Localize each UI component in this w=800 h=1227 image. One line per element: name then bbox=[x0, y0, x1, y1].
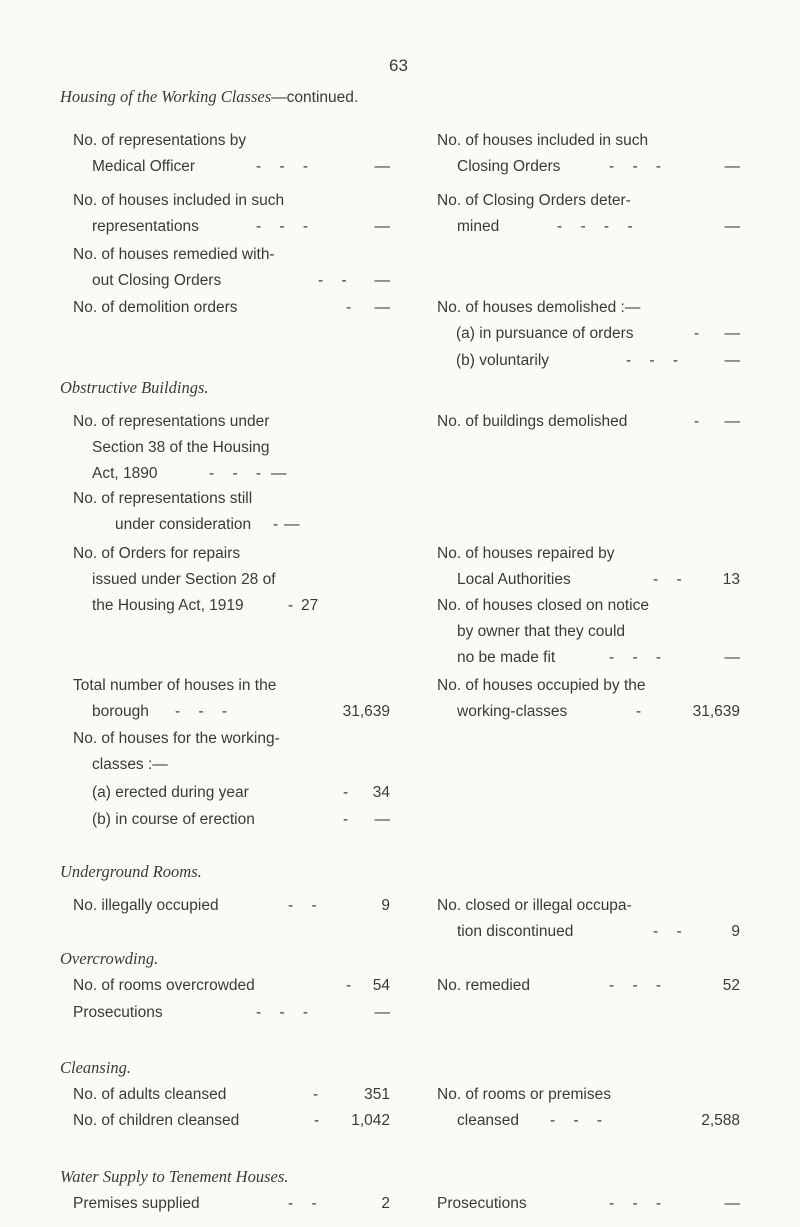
overcrowding-remedied-leader: - - - bbox=[609, 977, 669, 994]
section-heading bbox=[60, 87, 358, 108]
buildings-demolished-value: — bbox=[724, 413, 740, 430]
obs-orders-leader: - bbox=[288, 597, 301, 614]
rooms-cleansed-line-2: cleansed bbox=[457, 1112, 520, 1129]
houses-demolished: No. of houses demolished :— bbox=[437, 299, 641, 316]
reps-leader: - - - bbox=[256, 158, 316, 175]
obs-still-line-1: No. of representations still bbox=[73, 490, 253, 507]
obs-reps-leader: - - - bbox=[209, 465, 269, 482]
illegal-occupied: No. illegally occupied bbox=[73, 897, 219, 914]
overcrowding-remedied: No. remedied bbox=[437, 977, 531, 994]
premises-supplied-value: 2 bbox=[381, 1195, 390, 1212]
obstructive-heading: Obstructive Buildings. bbox=[60, 378, 209, 397]
closing-det-value: — bbox=[724, 218, 740, 235]
illegal-occupied-value: 9 bbox=[381, 897, 390, 914]
demolished-a-value: — bbox=[724, 325, 740, 342]
overcrowding-prosecutions-leader: - - - bbox=[256, 1004, 316, 1021]
closed-illegal-line-2: tion discontinued bbox=[457, 923, 574, 940]
closed-value: — bbox=[724, 649, 740, 666]
overcrowding-heading: Overcrowding. bbox=[60, 949, 159, 968]
demolished-b: (b) voluntarily bbox=[456, 352, 550, 369]
obs-orders-line-2: issued under Section 28 of bbox=[92, 571, 276, 588]
reps-line-2: Medical Officer bbox=[92, 158, 196, 175]
obs-orders-value: 27 bbox=[301, 597, 319, 614]
demolition-orders: No. of demolition orders bbox=[73, 299, 238, 316]
cleansing-heading: Cleansing. bbox=[60, 1058, 132, 1077]
reps-value: — bbox=[374, 158, 390, 175]
reps-line-1: No. of representations by bbox=[73, 132, 247, 149]
overcrowding-remedied-value: 52 bbox=[722, 977, 740, 994]
adults-cleansed-leader: - bbox=[313, 1086, 326, 1103]
buildings-demolished-leader: - bbox=[694, 413, 707, 430]
repaired-line-2: Local Authorities bbox=[457, 571, 571, 588]
obs-orders-line-3: the Housing Act, 1919 bbox=[92, 597, 244, 614]
repaired-leader: - - bbox=[653, 571, 689, 588]
rooms-overcrowded: No. of rooms overcrowded bbox=[73, 977, 255, 994]
water-prosecutions: Prosecutions bbox=[437, 1195, 527, 1212]
overcrowding-prosecutions: Prosecutions bbox=[73, 1004, 163, 1021]
occupied-leader: - bbox=[636, 703, 649, 720]
closed-line-1: No. of houses closed on notice bbox=[437, 597, 649, 614]
closing-det-line-2: mined bbox=[457, 218, 500, 235]
heading-title: Housing of the Working Classes bbox=[60, 87, 272, 106]
working-line-2: classes :— bbox=[92, 756, 168, 773]
inc-reps-leader: - - - bbox=[256, 218, 316, 235]
children-cleansed-value: 1,042 bbox=[351, 1112, 390, 1129]
heading-suffix: —continued. bbox=[271, 89, 359, 106]
rooms-cleansed-leader: - - - bbox=[550, 1112, 610, 1129]
working-b-leader: - bbox=[343, 811, 356, 828]
inc-closing-line-1: No. of houses included in such bbox=[437, 132, 649, 149]
children-cleansed-leader: - bbox=[314, 1112, 327, 1129]
repaired-value: 13 bbox=[722, 571, 740, 588]
obs-reps-line-1: No. of representations under bbox=[73, 413, 270, 430]
closed-illegal-leader: - - bbox=[653, 923, 689, 940]
rooms-cleansed-line-1: No. of rooms or premises bbox=[437, 1086, 611, 1103]
overcrowding-prosecutions-value: — bbox=[374, 1004, 390, 1021]
total-leader: - - - bbox=[175, 703, 235, 720]
illegal-occupied-leader: - - bbox=[288, 897, 324, 914]
underground-heading: Underground Rooms. bbox=[60, 862, 202, 881]
children-cleansed: No. of children cleansed bbox=[73, 1112, 240, 1129]
obs-reps-line-2: Section 38 of the Housing bbox=[92, 439, 270, 456]
rooms-cleansed-value: 2,588 bbox=[701, 1112, 740, 1129]
page-number: 63 bbox=[389, 56, 408, 75]
working-line-1: No. of houses for the working- bbox=[73, 730, 280, 747]
repaired-line-1: No. of houses repaired by bbox=[437, 545, 615, 562]
inc-reps-line-2: representations bbox=[92, 218, 199, 235]
demolition-orders-leader: - bbox=[346, 299, 359, 316]
demolished-a: (a) in pursuance of orders bbox=[456, 325, 634, 342]
obs-still-line-2: under consideration bbox=[115, 516, 252, 533]
closed-illegal-value: 9 bbox=[731, 923, 740, 940]
premises-supplied-leader: - - bbox=[288, 1195, 324, 1212]
obs-still-value: — bbox=[284, 516, 300, 533]
inc-closing-value: — bbox=[724, 158, 740, 175]
adults-cleansed: No. of adults cleansed bbox=[73, 1086, 227, 1103]
rooms-overcrowded-leader: - bbox=[346, 977, 359, 994]
obs-reps-line-3: Act, 1890 bbox=[92, 465, 158, 482]
closed-line-2: by owner that they could bbox=[457, 623, 626, 640]
rooms-overcrowded-value: 54 bbox=[372, 977, 390, 994]
working-b-value: — bbox=[374, 811, 390, 828]
working-a-value: 34 bbox=[372, 784, 390, 801]
demolished-b-leader: - - - bbox=[626, 352, 686, 369]
occupied-line-2: working-classes bbox=[457, 703, 568, 720]
total-line-2: borough bbox=[92, 703, 149, 720]
remedied-value: — bbox=[374, 272, 390, 289]
closing-det-line-1: No. of Closing Orders deter- bbox=[437, 192, 631, 209]
buildings-demolished: No. of buildings demolished bbox=[437, 413, 628, 430]
inc-reps-line-1: No. of houses included in such bbox=[73, 192, 285, 209]
obs-orders-line-1: No. of Orders for repairs bbox=[73, 545, 241, 562]
total-value: 31,639 bbox=[342, 703, 390, 720]
remedied-line-1: No. of houses remedied with- bbox=[73, 246, 275, 263]
inc-reps-value: — bbox=[374, 218, 390, 235]
closing-det-leader: - - - - bbox=[557, 218, 640, 235]
closed-line-3: no be made fit bbox=[457, 649, 556, 666]
adults-cleansed-value: 351 bbox=[364, 1086, 390, 1103]
demolished-b-value: — bbox=[724, 352, 740, 369]
working-b: (b) in course of erection bbox=[92, 811, 255, 828]
inc-closing-leader: - - - bbox=[609, 158, 669, 175]
water-heading: Water Supply to Tenement Houses. bbox=[60, 1167, 289, 1186]
obs-still-leader: - bbox=[273, 516, 286, 533]
occupied-value: 31,639 bbox=[692, 703, 740, 720]
obs-reps-value: — bbox=[271, 465, 287, 482]
occupied-line-1: No. of houses occupied by the bbox=[437, 677, 646, 694]
closed-illegal-line-1: No. closed or illegal occupa- bbox=[437, 897, 632, 914]
closed-leader: - - - bbox=[609, 649, 669, 666]
water-prosecutions-leader: - - - bbox=[609, 1195, 669, 1212]
demolition-orders-value: — bbox=[374, 299, 390, 316]
water-prosecutions-value: — bbox=[724, 1195, 740, 1212]
remedied-leader: - - bbox=[318, 272, 354, 289]
total-line-1: Total number of houses in the bbox=[73, 677, 277, 694]
inc-closing-line-2: Closing Orders bbox=[457, 158, 561, 175]
working-a-leader: - bbox=[343, 784, 356, 801]
premises-supplied: Premises supplied bbox=[73, 1195, 200, 1212]
remedied-line-2: out Closing Orders bbox=[92, 272, 222, 289]
working-a: (a) erected during year bbox=[92, 784, 249, 801]
demolished-a-leader: - bbox=[694, 325, 707, 342]
